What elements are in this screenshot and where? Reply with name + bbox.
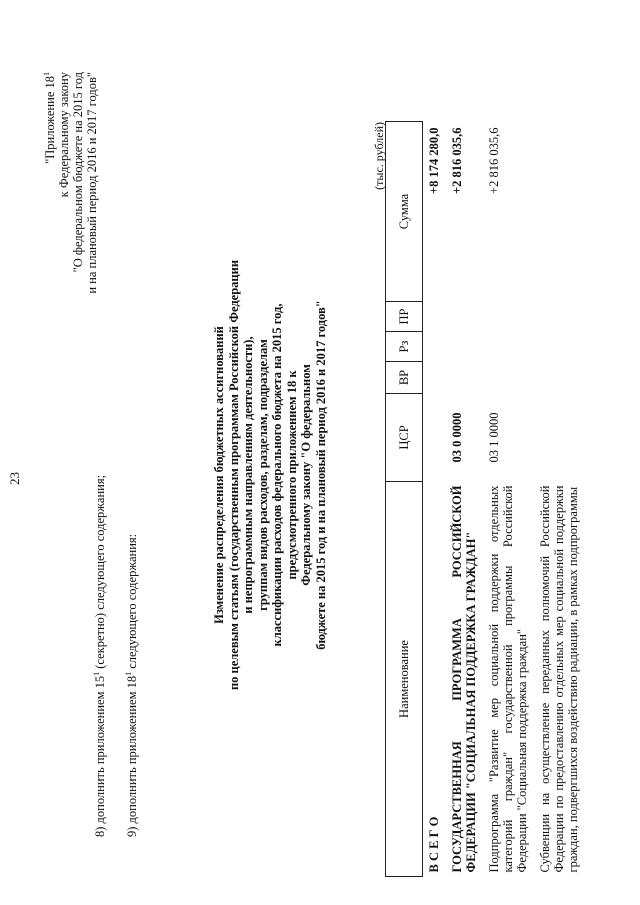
instruction-item-8 <box>90 475 107 837</box>
header-name: Наименование <box>386 482 423 877</box>
table-header-row <box>386 122 423 877</box>
title-line: предусмотренного приложением 18 к <box>284 370 299 580</box>
instruction-item-9-superscript: 1 <box>124 671 133 676</box>
table-row <box>446 122 483 877</box>
row-csr <box>423 394 447 482</box>
row-pr <box>446 302 483 332</box>
table-row <box>483 122 534 877</box>
row-vr <box>446 362 483 394</box>
row-sum: +2 816 035,6 <box>487 127 501 194</box>
instruction-item-9-text: 9) дополнить приложением 18 <box>125 675 139 837</box>
row-sum: +8 174 280,0 <box>427 127 441 194</box>
row-sum: +2 816 035,6 <box>450 127 464 194</box>
appendix-line-1 <box>40 72 57 402</box>
title-line: группам видов расходов, разделам, подразделам <box>255 339 270 611</box>
appendix-superscript: 1 <box>42 72 51 76</box>
title-line: Федеральному закону "О федеральном <box>299 364 313 586</box>
header-pr: ПР <box>386 302 423 332</box>
row-pr <box>534 302 585 332</box>
row-vr <box>483 362 534 394</box>
table-row <box>423 122 447 877</box>
row-pr <box>423 302 447 332</box>
page-number: 23 <box>7 472 22 485</box>
row-rz <box>534 332 585 362</box>
title-line: и непрограммным направлениям деятельности), <box>241 336 255 614</box>
instruction-item-8-superscript: 1 <box>92 671 101 676</box>
header-rz: Рз <box>386 332 423 362</box>
row-vr <box>534 362 585 394</box>
row-rz <box>423 332 447 362</box>
title-line: Изменение распределения бюджетных ассигнований <box>212 326 226 624</box>
title-line: бюджете на 2015 год и на плановый период 2016 и 2017 годов" <box>313 300 328 650</box>
row-csr: 03 0 0000 <box>450 412 464 463</box>
row-rz <box>483 332 534 362</box>
row-name: ГОСУДАРСТВЕННАЯ ПРОГРАММА РОССИЙСКОЙ ФЕДЕРАЦИИ "СОЦИАЛЬНАЯ ПОДДЕРЖКА ГРАЖДАН" <box>450 485 478 873</box>
appendix-title: "Приложение 18 <box>43 76 57 164</box>
title-line: по целевым статьям (государственным программам Российской Федерации <box>226 259 241 691</box>
title-line: классификации расходов федерального бюджета на 2015 год, <box>270 303 284 647</box>
document-title <box>212 240 328 710</box>
units-label: (тыс. рублей) <box>372 122 386 190</box>
instruction-item-9-tail: следующего содержания: <box>125 533 139 672</box>
row-rz <box>446 332 483 362</box>
row-csr <box>534 394 585 482</box>
appendix-line-2: к Федеральному закону <box>57 72 71 198</box>
row-name: В С Е Г О <box>427 816 441 873</box>
budget-table <box>385 121 585 877</box>
header-csr: ЦСР <box>386 394 423 482</box>
header-vr: ВР <box>386 362 423 394</box>
instruction-item-8-tail: (секретно) следующего содержания; <box>93 474 107 672</box>
instruction-item-8-text: 8) дополнить приложением 15 <box>93 675 107 837</box>
instruction-item-9 <box>122 534 139 837</box>
row-name: Субвенции на осуществление переданных полномочий Российской Федерации по предоставлению отдельных мер социальной поддержки граждан, подвергшихся воздействию радиации, в рамках подпрограммы <box>538 485 580 873</box>
appendix-line-4: и на плановый период 2016 и 2017 годов" <box>85 72 99 294</box>
appendix-line-3: "О федеральном бюджете на 2015 год <box>71 72 85 273</box>
table-row <box>534 122 585 877</box>
row-csr: 03 1 0000 <box>487 412 501 463</box>
header-sum: Сумма <box>386 122 423 302</box>
appendix-heading <box>40 72 99 402</box>
row-vr <box>423 362 447 394</box>
row-sum <box>534 122 585 302</box>
row-name: Подпрограмма "Развитие мер социальной поддержки отдельных категорий граждан" государственной программы Российской Федерации "Социальная поддержка граждан" <box>487 485 529 873</box>
row-pr <box>483 302 534 332</box>
